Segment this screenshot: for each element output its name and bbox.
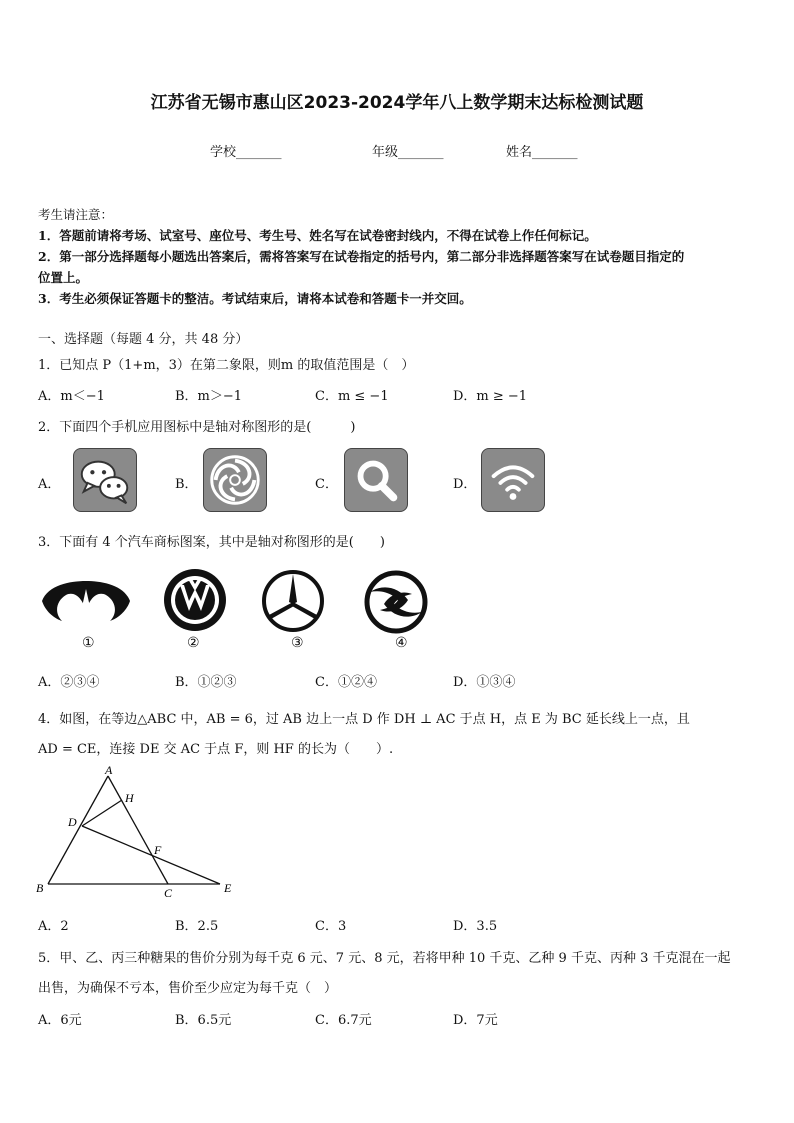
- note-item: 位置上。: [38, 270, 89, 285]
- question-5-stem-line2: 出售，为确保不亏本，售价至少应定为每千克（ ）: [38, 981, 338, 996]
- label-b: B: [36, 881, 44, 895]
- question-5-stem-line1: 5．甲、乙、丙三种糖果的售价分别为每千克 6 元、7 元、8 元，若将甲种 10 千克、乙种 9 千克、丙种 3 千克混在一起: [38, 951, 731, 966]
- q2-label-d: D．: [453, 477, 477, 492]
- label-d: D: [68, 815, 77, 829]
- notes-heading: 考生请注意：: [38, 207, 114, 222]
- q1-option-a: A．m＜−1: [38, 389, 105, 404]
- q1-option-c: C．m ≤ −1: [315, 389, 389, 404]
- page-title: 江苏省无锡市惠山区2023-2024学年八上数学期末达标检测试题: [150, 93, 644, 113]
- q4-option-c: C．3: [315, 919, 347, 934]
- q3-option-a: A．②③④: [38, 675, 100, 690]
- label-f: F: [154, 843, 162, 857]
- mercedes-logo: [261, 569, 325, 633]
- chat-bubbles-icon: [73, 448, 137, 512]
- question-4-stem-line2: AD = CE，连接 DE 交 AC 于点 F，则 HF 的长为（ ）.: [38, 742, 394, 757]
- triangle-figure: [30, 762, 250, 902]
- swirl-icon: [203, 448, 267, 512]
- grade-field: 年级_______: [372, 145, 444, 160]
- q3-option-b: B．①②③: [175, 675, 237, 690]
- note-item: 2．第一部分选择题每小题选出答案后，需将答案写在试卷指定的括号内，第二部分非选择题答案写在试卷题目指定的: [38, 249, 685, 264]
- question-2-stem: 2．下面四个手机应用图标中是轴对称图形的是( ): [38, 420, 356, 435]
- exam-notes: [38, 204, 758, 309]
- logo-mark-1: ①: [82, 635, 95, 651]
- q3-option-d: D．①③④: [453, 675, 516, 690]
- q5-option-a: A．6元: [38, 1013, 82, 1028]
- wifi-icon: [481, 448, 545, 512]
- logo-mark-4: ④: [395, 635, 408, 651]
- side-ab: [48, 776, 108, 884]
- logo-mark-3: ③: [291, 635, 304, 651]
- q1-option-d: D．m ≥ −1: [453, 389, 528, 404]
- question-3-stem: 3．下面有 4 个汽车商标图案，其中是轴对称图形的是( ): [38, 535, 385, 550]
- label-a: A: [105, 763, 113, 777]
- question-4-stem-line1: 4．如图，在等边△ABC 中，AB = 6，过 AB 边上一点 D 作 DH ⊥ AC 于点 H，点 E 为 BC 延长线上一点，且: [38, 712, 690, 727]
- note-item: 3．考生必须保证答题卡的整洁。考试结束后，请将本试卷和答题卡一并交回。: [38, 291, 472, 306]
- name-field: 姓名_______: [506, 145, 578, 160]
- q2-label-a: A．: [38, 477, 61, 492]
- note-item: 1．答题前请将考场、试室号、座位号、考生号、姓名写在试卷密封线内，不得在试卷上作任何标记。: [38, 228, 597, 243]
- side-ac: [108, 776, 168, 884]
- q5-option-d: D．7元: [453, 1013, 498, 1028]
- school-field: 学校_______: [210, 145, 282, 160]
- q3-option-c: C．①②④: [315, 675, 377, 690]
- q2-label-c: C．: [315, 477, 338, 492]
- q2-label-b: B．: [175, 477, 198, 492]
- q5-option-b: B．6.5元: [175, 1013, 232, 1028]
- dongfeng-logo: [362, 570, 430, 634]
- q4-option-d: D．3.5: [453, 919, 498, 934]
- question-1-stem: 1．已知点 P（1+m，3）在第二象限，则m 的取值范围是（ ）: [38, 358, 415, 373]
- label-c: C: [164, 886, 173, 900]
- section-heading: 一、选择题（每题 4 分，共 48 分）: [38, 332, 249, 347]
- q4-option-b: B．2.5: [175, 919, 219, 934]
- volkswagen-logo: [162, 567, 228, 633]
- infiniti-logo: [40, 577, 132, 623]
- q1-option-b: B．m＞−1: [175, 389, 243, 404]
- label-e: E: [224, 881, 232, 895]
- q5-option-c: C．6.7元: [315, 1013, 372, 1028]
- label-h: H: [125, 791, 134, 805]
- search-icon: [344, 448, 408, 512]
- q4-option-a: A．2: [38, 919, 69, 934]
- segment-de: [82, 826, 220, 884]
- logo-mark-2: ②: [187, 635, 200, 651]
